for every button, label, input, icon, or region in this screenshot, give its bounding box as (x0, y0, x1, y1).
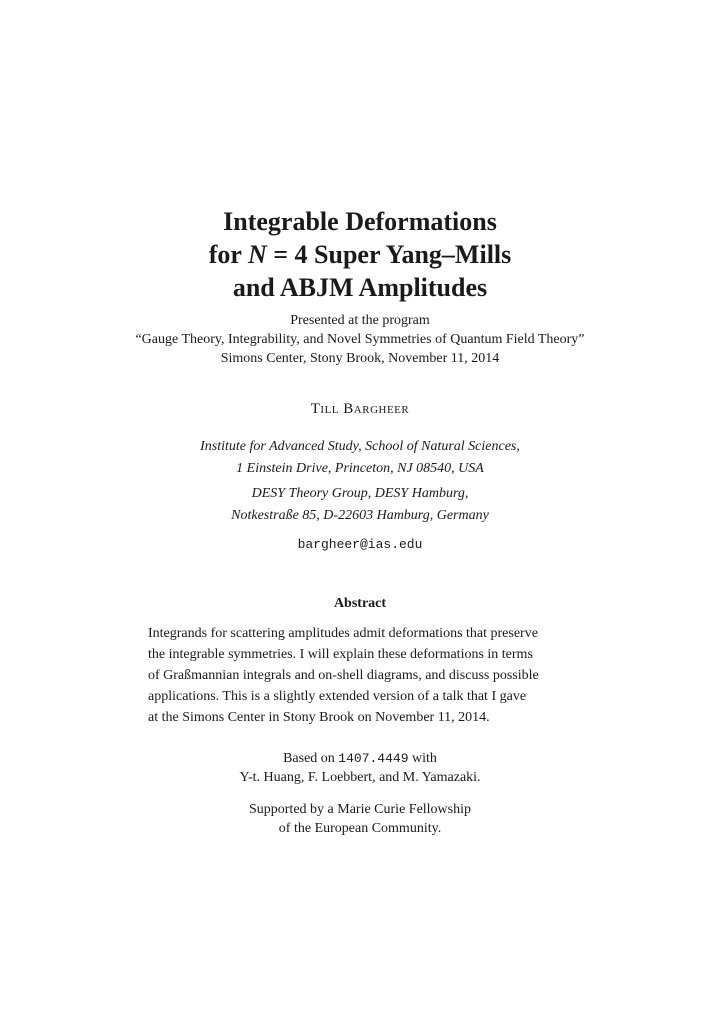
based-on-suffix: with (412, 751, 437, 766)
title-line-1: Integrable Deformations (223, 207, 497, 236)
author-email[interactable]: bargheer@ias.edu (297, 537, 423, 552)
presentation-info (0, 311, 720, 368)
based-on-line-1 (0, 749, 720, 768)
funding-note (0, 800, 720, 838)
based-on-note (0, 749, 720, 787)
abstract-line: the integrable symmetries. I will explain these deformations in terms (148, 647, 533, 662)
affiliation-1 (0, 436, 720, 480)
support-line-2: of the European Community. (278, 821, 442, 836)
support-line-1: Supported by a Marie Curie Fellowship (248, 802, 472, 817)
title-line-3: and ABJM Amplitudes (232, 273, 488, 302)
title-line-2-rest: = 4 Super Yang–Mills (273, 240, 512, 269)
affiliation-1-line-2: 1 Einstein Drive, Princeton, NJ 08540, USA (236, 461, 484, 476)
abstract-line: Integrands for scattering amplitudes admit deformations that preserve (148, 626, 538, 641)
affiliation-1-line-1: Institute for Advanced Study, School of Natural Sciences, (200, 439, 520, 454)
abstract-heading: Abstract (333, 596, 387, 611)
presented-line-1: Presented at the program (290, 313, 430, 328)
author-name: Till Bargheer (310, 401, 410, 417)
arxiv-reference[interactable]: 1407.4449 (338, 751, 409, 766)
affiliation-2 (0, 483, 720, 527)
affiliation-2-line-1: DESY Theory Group, DESY Hamburg, (251, 486, 469, 501)
title-line-2 (0, 238, 720, 271)
presented-line-2: “Gauge Theory, Integrability, and Novel Symmetries of Quantum Field Theory” (135, 332, 585, 347)
based-on-prefix: Based on (283, 751, 335, 766)
paper-title (0, 205, 720, 304)
calligraphic-n-symbol: N (247, 240, 267, 269)
affiliation-2-line-2: Notkestraße 85, D-22603 Hamburg, Germany (231, 508, 489, 523)
title-line-2-prefix: for (208, 240, 242, 269)
abstract-line: at the Simons Center in Stony Brook on November 11, 2014. (148, 710, 490, 725)
abstract-line: applications. This is a slightly extended version of a talk that I gave (148, 689, 527, 704)
based-on-line-2: Y-t. Huang, F. Loebbert, and M. Yamazaki. (239, 770, 481, 785)
presented-line-3: Simons Center, Stony Brook, November 11, 2014 (220, 351, 500, 366)
abstract-body (148, 623, 578, 728)
abstract-line: of Graßmannian integrals and on-shell diagrams, and discuss possible (148, 668, 539, 683)
